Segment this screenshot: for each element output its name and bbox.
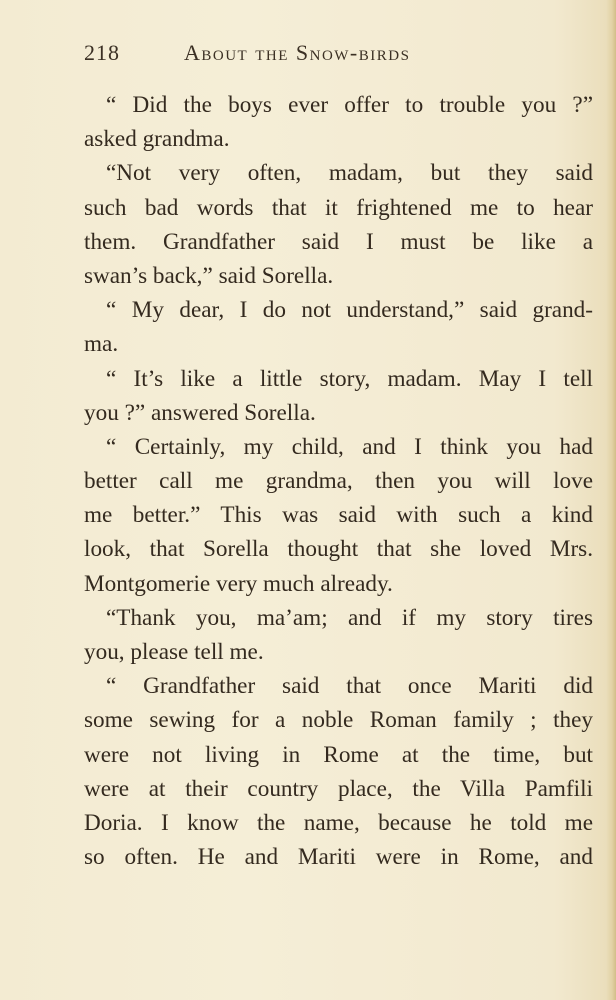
text-line: you ?” answered Sorella. xyxy=(84,399,316,426)
text-line: better call me grandma, then you will love xyxy=(84,468,593,495)
text-line: look, that Sorella thought that she loved Mrs. xyxy=(84,536,593,563)
text-line: “ Did the boys ever offer to trouble you ?” xyxy=(106,92,593,118)
text-line: were at their country place, the Villa Pamfili xyxy=(84,775,593,802)
page-edge xyxy=(606,0,616,1000)
running-title: About the Snow-birds xyxy=(184,40,411,65)
text-line: some sewing for a noble Roman family ; they xyxy=(84,707,593,734)
text-line: Montgomerie very much already. xyxy=(84,570,393,597)
text-line: asked grandma. xyxy=(84,126,230,153)
text-line: “Thank you, ma’am; and if my story tires xyxy=(106,604,593,631)
text-line: “ It’s like a little story, madam. May I tell xyxy=(106,365,593,392)
text-line: “ My dear, I do not understand,” said grand- xyxy=(106,297,593,324)
body-text xyxy=(84,88,593,874)
text-line: you, please tell me. xyxy=(84,639,264,665)
text-line: Doria. I know the name, because he told me xyxy=(84,809,593,836)
running-header xyxy=(84,40,554,70)
text-line: them. Grandfather said I must be like a xyxy=(84,228,593,255)
text-line: so often. He and Mariti were in Rome, and xyxy=(84,844,593,871)
page-number: 218 xyxy=(84,40,120,65)
text-line: “ Certainly, my child, and I think you had xyxy=(106,433,593,460)
text-line: ma. xyxy=(84,331,119,358)
text-line: swan’s back,” said Sorella. xyxy=(84,262,334,289)
text-line: “ Grandfather said that once Mariti did xyxy=(106,673,593,700)
text-line: me better.” This was said with such a kind xyxy=(84,502,593,529)
text-line: “Not very often, madam, but they said xyxy=(106,160,593,187)
text-line: such bad words that it frightened me to hear xyxy=(84,194,593,221)
text-line: were not living in Rome at the time, but xyxy=(84,741,593,768)
